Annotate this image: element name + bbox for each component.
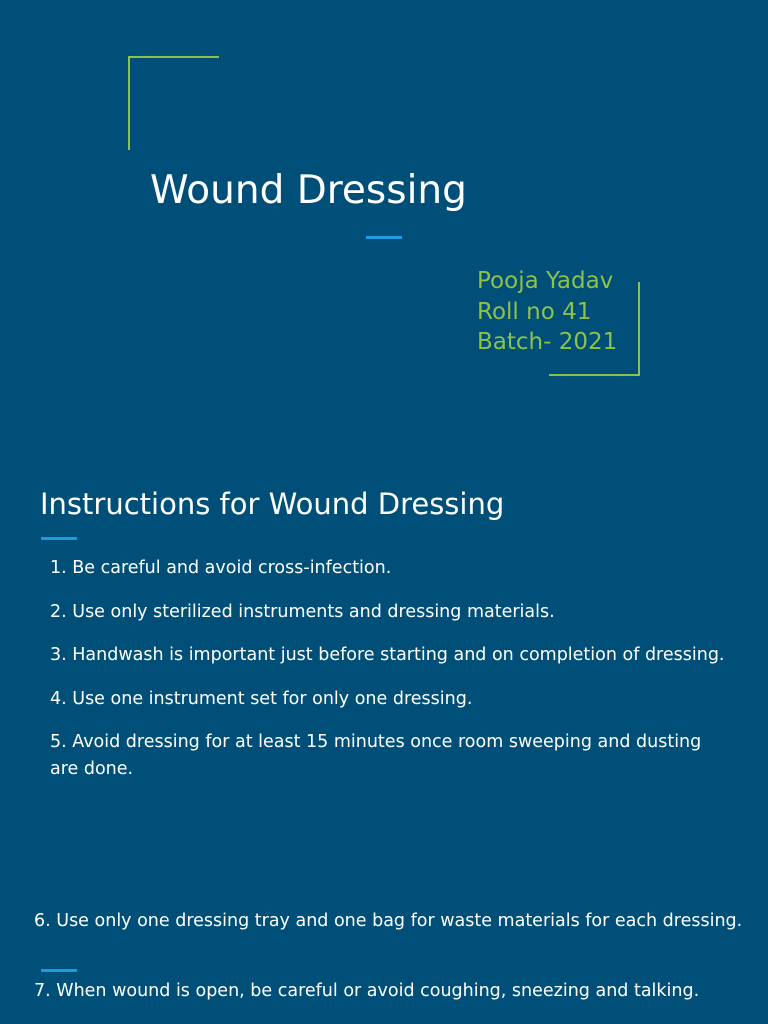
decorative-corner-bottom-right-vertical [638,282,640,376]
instructions-list [50,555,730,800]
slide-title: Wound Dressing [150,168,467,213]
author-batch: Batch- 2021 [477,329,618,355]
instructions-title: Instructions for Wound Dressing [40,487,505,521]
decorative-corner-bottom-right [549,374,640,376]
list-item: 4. Use one instrument set for only one dressing. [50,688,473,709]
decorative-corner-top-left-vertical [128,56,130,150]
list-item: 6. Use only one dressing tray and one bag for waste materials for each dressing. [34,911,743,931]
continued-list [34,908,744,935]
list-item: 2. Use only sterilized instruments and dressing materials. [50,601,555,622]
title-underline [366,236,402,239]
instructions-underline [41,537,77,540]
list-item: 1. Be careful and avoid cross-infection. [50,558,392,578]
list-item: 3. Handwash is important just before starting and on completion of dressing. [50,645,725,665]
list-item: 7. When wound is open, be careful or avoid coughing, sneezing and talking. [34,981,700,1001]
decorative-corner-top-left [128,56,219,58]
author-block [477,266,617,358]
author-name: Pooja Yadav [477,268,614,294]
continued-underline [41,969,77,972]
list-item: 5. Avoid dressing for at least 15 minutes once room sweeping and dusting are done. [50,732,702,779]
author-roll: Roll no 41 [477,298,592,325]
